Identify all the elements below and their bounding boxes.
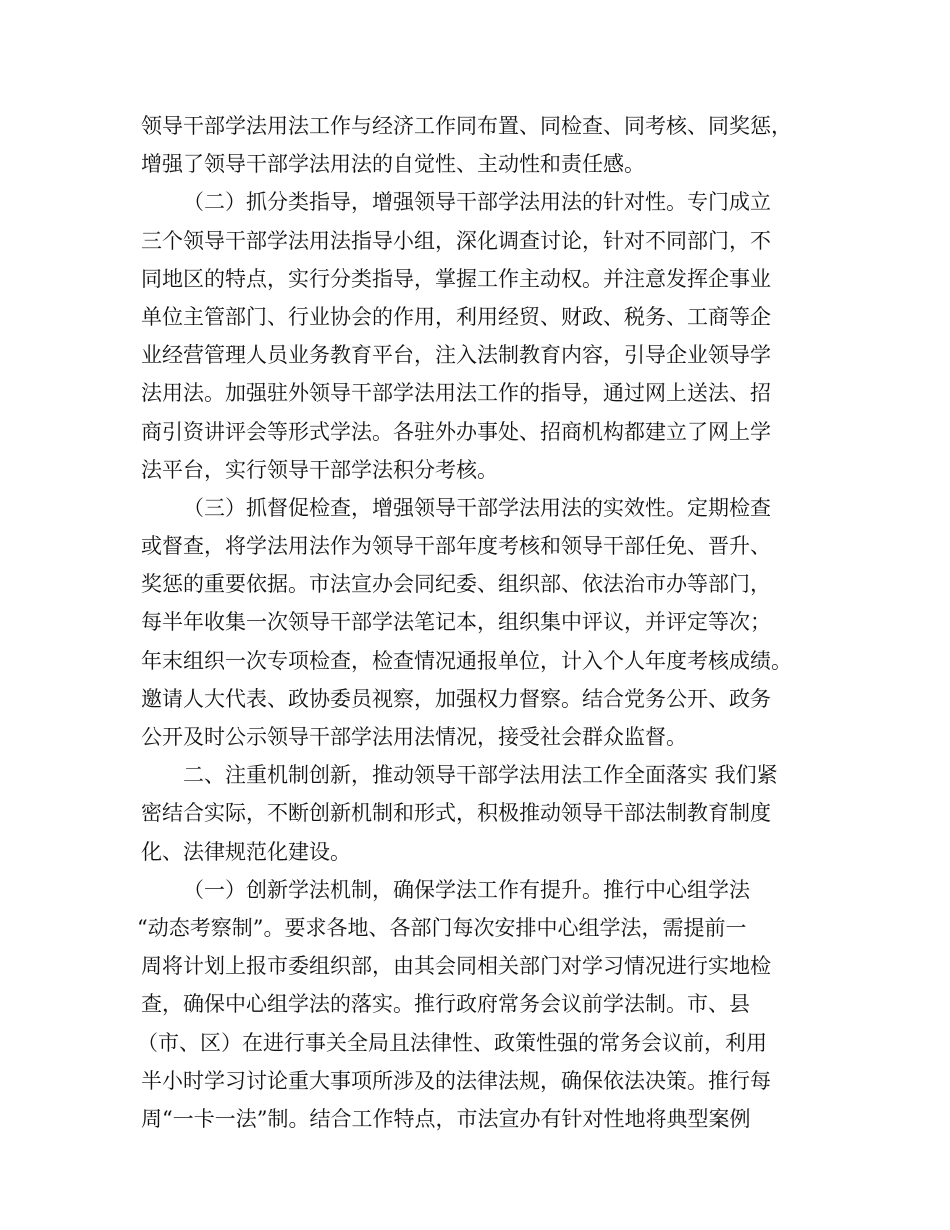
text-line: 领导干部学法用法工作与经济工作同布置、同检查、同考核、同奖惩， — [141, 114, 792, 138]
text-line: 增强了领导干部学法用法的自觉性、主动性和责任感。 — [141, 152, 645, 177]
text-line: 周将计划上报市委组织部，由其会同相关部门对学习情况进行实地检 — [141, 954, 771, 979]
text-line: 单位主管部门、行业协会的作用，利用经贸、财政、税务、工商等企 — [141, 304, 771, 329]
text-line: 年末组织一次专项检查，检查情况通报单位，计入个人年度考核成绩。 — [141, 648, 792, 673]
text-line: “动态考察制”。要求各地、各部门每次安排中心组学法，需提前一 — [137, 915, 747, 940]
text-line: 商引资讲评会等形式学法。各驻外办事处、招商机构都建立了网上学 — [141, 419, 771, 444]
text-line: （一）创新学法机制，确保学法工作有提升。推行中心组学法 — [183, 877, 750, 902]
text-line: （市、区）在进行事关全局且法律性、政策性强的常务会议前，利用 — [137, 1030, 767, 1055]
text-line: 法平台，实行领导干部学法积分考核。 — [141, 457, 498, 482]
text-line: 周“一卡一法”制。结合工作特点，市法宣办有针对性地将典型案例 — [141, 1106, 751, 1131]
document-body — [137, 107, 811, 1138]
text-line: 每半年收集一次领导干部学法笔记本，组织集中评议，并评定等次； — [141, 610, 771, 635]
text-line: （三）抓督促检查，增强领导干部学法用法的实效性。定期检查 — [183, 495, 771, 520]
text-line: 奖惩的重要依据。市法宣办会同纪委、组织部、依法治市办等部门， — [141, 572, 771, 597]
text-line: 密结合实际，不断创新机制和形式，积极推动领导干部法制教育制度 — [141, 801, 771, 826]
text-line: 同地区的特点，实行分类指导，掌握工作主动权。并注意发挥企事业 — [141, 266, 771, 291]
text-line: 或督查，将学法用法作为领导干部年度考核和领导干部任免、晋升、 — [141, 534, 771, 559]
text-line: 化、法律规范化建设。 — [141, 839, 351, 864]
text-line: 邀请人大代表、政协委员视察，加强权力督察。结合党务公开、政务 — [141, 686, 771, 711]
text-line: 查，确保中心组学法的落实。推行政府常务会议前学法制。市、县 — [141, 992, 750, 1017]
section-heading-line: 二、注重机制创新，推动领导干部学法用法工作全面落实 我们紧 — [183, 763, 778, 788]
text-line: 半小时学习讨论重大事项所涉及的法律法规，确保依法决策。推行每 — [141, 1068, 771, 1093]
text-line: 法用法。加强驻外领导干部学法用法工作的指导，通过网上送法、招 — [141, 381, 771, 406]
text-line: 公开及时公示领导干部学法用法情况，接受社会群众监督。 — [141, 725, 687, 749]
text-line: 业经营管理人员业务教育平台，注入法制教育内容，引导企业领导学 — [141, 343, 771, 368]
text-line: （二）抓分类指导，增强领导干部学法用法的针对性。专门成立 — [183, 190, 771, 215]
text-line: 三个领导干部学法用法指导小组，深化调查讨论，针对不同部门，不 — [141, 228, 771, 253]
